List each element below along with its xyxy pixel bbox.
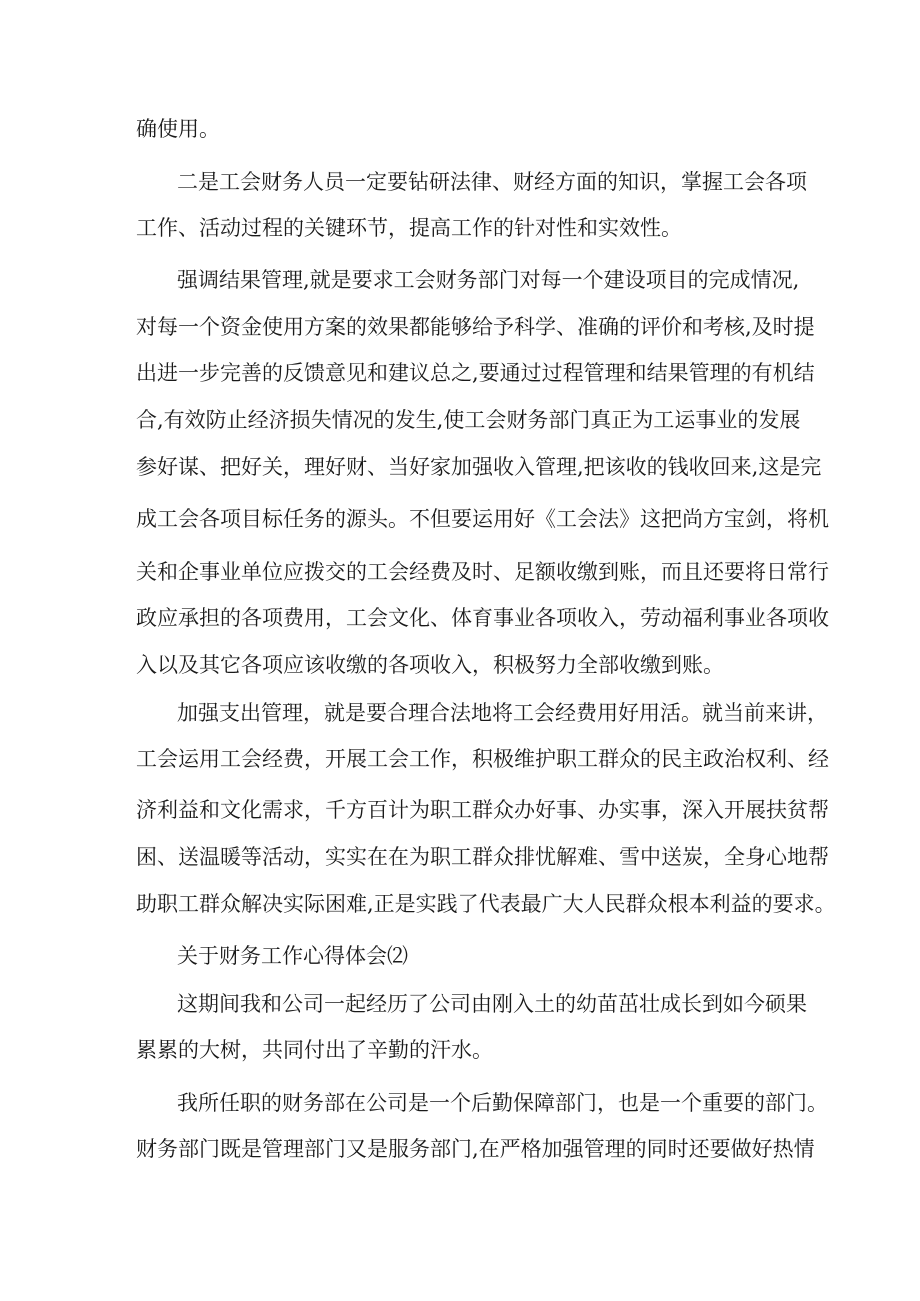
text-line: 成工会各项目标任务的源头。不但要运用好《工会法》这把尚方宝剑，将机 — [136, 507, 829, 531]
text-line: 工作、活动过程的关键环节，提高工作的针对性和实效性。 — [136, 216, 682, 240]
text-line: 加强支出管理，就是要合理合法地将工会经费用好用活。就当前来讲， — [177, 701, 828, 725]
text-line: 对每一个资金使用方案的效果都能够给予科学、准确的评价和考核,及时提 — [136, 315, 815, 339]
text-line: 合,有效防止经济损失情况的发生,使工会财务部门真正为工运事业的发展 — [136, 408, 801, 432]
text-line: 关和企事业单位应拨交的工会经费及时、足额收缴到账，而且还要将日常行 — [136, 560, 829, 584]
text-line: 我所任职的财务部在公司是一个后勤保障部门，也是一个重要的部门。 — [177, 1091, 828, 1115]
text-line: 确使用。 — [136, 117, 220, 141]
text-line: 济利益和文化需求，千方百计为职工群众办好事、办实事，深入开展扶贫帮 — [136, 798, 829, 822]
text-line: 助职工群众解决实际困难,正是实践了代表最广大人民群众根本利益的要求。 — [136, 892, 836, 916]
text-line: 政应承担的各项费用，工会文化、体育事业各项收入，劳动福利事业各项收 — [136, 606, 829, 630]
text-line: 参好谋、把好关，理好财、当好家加强收入管理,把该收的钱收回来,这是完 — [136, 455, 822, 479]
text-line: 财务部门既是管理部门又是服务部门,在严格加强管理的同时还要做好热情 — [136, 1137, 815, 1161]
text-line: 出进一步完善的反馈意见和建议总之,要通过过程管理和结果管理的有机结 — [136, 361, 815, 385]
section-heading: 关于财务工作心得体会⑵ — [177, 944, 408, 968]
text-line: 入以及其它各项应该收缴的各项收入，积极努力全部收缴到账。 — [136, 653, 724, 677]
text-line: 这期间我和公司一起经历了公司由刚入土的幼苗茁壮成长到如今硕果 — [177, 992, 807, 1016]
text-line: 工会运用工会经费，开展工会工作，积极维护职工群众的民主政治权利、经 — [136, 747, 829, 771]
text-line: 累累的大树，共同付出了辛勤的汗水。 — [136, 1038, 493, 1062]
text-line: 强调结果管理,就是要求工会财务部门对每一个建设项目的完成情况, — [177, 268, 800, 292]
text-line: 二是工会财务人员一定要钻研法律、财经方面的知识，掌握工会各项 — [177, 170, 807, 194]
text-line: 困、送温暖等活动，实实在在为职工群众排忧解难、雪中送炭，全身心地帮 — [136, 845, 829, 869]
